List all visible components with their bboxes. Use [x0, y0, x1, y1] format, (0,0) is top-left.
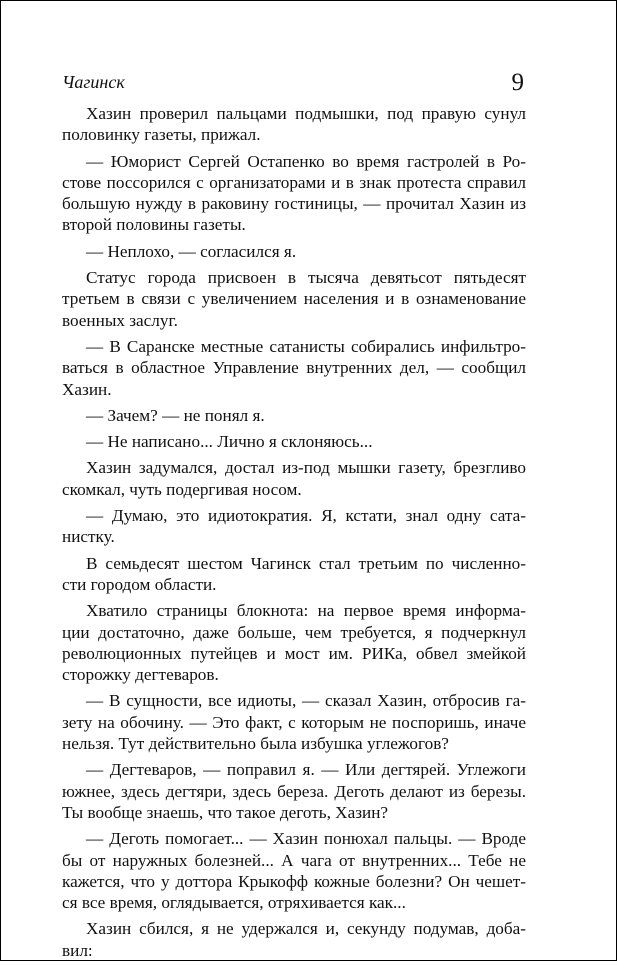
text-line: Хазин сбился, я не удержался и, секунду подумав, доба- [86, 919, 526, 939]
text-line: Статус города присвоен в тысяча девятьсот пятьдесят [86, 268, 526, 288]
paragraph [62, 103, 526, 146]
text-line: стове поссорился с организаторами и в знак протеста справил [62, 172, 526, 192]
text-line: ся все время, оглядывается, отряхивается как... [62, 893, 406, 913]
text-line: — Дегтеваров, — поправил я. — Или дегтярей. Углежоги [86, 760, 526, 780]
text-line: сторожку дегтеваров. [62, 665, 219, 685]
text-line: — Юморист Сергей Остапенко во время гастролей в Ро- [86, 151, 526, 171]
paragraph [62, 151, 526, 236]
text-line: ции достаточно, даже больше, чем требуется, я подчеркнул [62, 622, 526, 642]
text-line: Хватило страницы блокнота: на первое время информа- [86, 601, 526, 621]
text-line: нельзя. Тут действительно была избушка углежогов? [62, 734, 449, 754]
text-line: бы от наружных болезней... А чага от внутренних... Тебе не [62, 850, 526, 870]
text-line: третьем в связи с увеличением населения и в ознаменование [62, 289, 526, 309]
text-line: большую нужду в раковину гостиницы, — прочитал Хазин из [62, 194, 526, 214]
paragraph [62, 267, 526, 331]
text-line: зету на обочину. — Это факт, с которым не поспоришь, иначе [62, 712, 526, 732]
text-line: военных заслуг. [62, 310, 178, 330]
paragraph [62, 918, 526, 961]
body-text [62, 103, 526, 966]
running-title: Чагинск [62, 72, 125, 92]
text-line: — Не написано... Лично я склоняюсь... [86, 432, 373, 452]
text-line: — Думаю, это идиотократия. Я, кстати, знал одну сата- [86, 506, 526, 526]
text-line: Ты вообще знаешь, что такое деготь, Хазин? [62, 802, 389, 822]
text-line: скомкал, чуть подергивая носом. [62, 479, 302, 499]
text-line: Хазин проверил пальцами подмышки, под правую сунул [86, 104, 526, 123]
text-line: южнее, здесь дегтяри, здесь береза. Деготь делают из березы. [62, 781, 526, 801]
text-line: ваться в областное Управление внутренних дел, — сообщил [62, 358, 526, 378]
paragraph [62, 505, 526, 548]
paragraph [62, 405, 526, 426]
paragraph [62, 600, 526, 685]
text-line: Хазин задумался, достал из-под мышки газету, брезгливо [86, 458, 526, 478]
text-line: — Деготь помогает... — Хазин понюхал пальцы. — Вроде [86, 829, 526, 849]
text-line: — В Саранске местные сатанисты собирались инфильтро- [86, 336, 526, 356]
text-line: кажется, что у доттора Крыкофф кожные болезни? Он чешет- [62, 871, 526, 891]
paragraph [62, 690, 526, 754]
paragraph [62, 553, 526, 596]
paragraph [62, 457, 526, 500]
paragraph [62, 759, 526, 823]
text-line: второй половины газеты. [62, 215, 246, 235]
text-line: половинку газеты, прижал. [62, 125, 261, 145]
paragraph [62, 336, 526, 400]
text-line: — Зачем? — не понял я. [86, 405, 265, 425]
text-line: революционных путейцев и мост им. РИКа, обвел змейкой [62, 643, 526, 663]
text-line: сти городом области. [62, 574, 217, 594]
paragraph [62, 828, 526, 913]
text-line: вил: [62, 940, 93, 960]
paragraph [62, 241, 526, 262]
text-line: В семьдесят шестом Чагинск стал третьим по численно- [86, 553, 526, 573]
text-line: — Неплохо, — согласился я. [86, 241, 297, 261]
page-header [62, 63, 524, 97]
page-number: 9 [511, 69, 524, 96]
text-line: Хазин. [62, 379, 112, 399]
paragraph [62, 431, 526, 452]
text-line: — В сущности, все идиоты, — сказал Хазин, отбросив га- [86, 691, 526, 711]
text-line: нистку. [62, 527, 115, 547]
